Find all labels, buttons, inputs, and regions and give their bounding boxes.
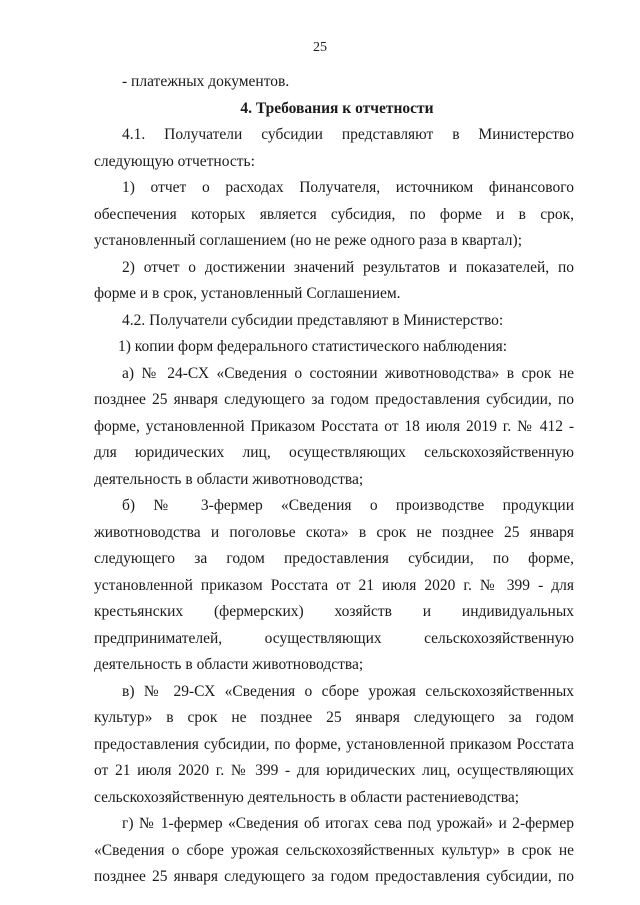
- paragraph-4-1-2: 2) отчет о достижении значений результатов и показателей, по форме и в срок, установленный Соглашением.: [94, 258, 574, 302]
- paragraph-intro: - платежных документов.: [122, 73, 290, 90]
- paragraph-item-g: г) № 1-фермер «Сведения об итогах сева под урожай» и 2-фермер «Сведения о сборе урожая сельскохозяйственных культур» в срок не позднее 25 января следующего за годом предоставления субсидии, по: [94, 815, 574, 885]
- paragraph-item-a: а) № 24-СХ «Сведения о состоянии животноводства» в срок не позднее 25 января следующего за годом предоставления субсидии, по форме, установленной Приказом Росстата от 18 июля 2019 г. № 412 - для юридических лиц, осуществляющих сельскохозяйственную деятельность в области животноводства;: [94, 364, 574, 488]
- paragraph-4-2-1: 1) копии форм федерального статистического наблюдения:: [118, 338, 508, 355]
- paragraph-item-b: б) № 3-фермер «Сведения о производстве продукции животноводства и поголовье скота» в срок не позднее 25 января следующего за годом предоставления субсидии, по форме, установленной приказом Росстата от 21 июля 2020 г. № 399 - для крестьянских (фермерских) хозяйств и индивидуальных предпринимателей, осуществляющих сельскохозяйственную деятельность в области животноводства;: [94, 497, 574, 673]
- paragraph-4-1-1: 1) отчет о расходах Получателя, источником финансового обеспечения которых является субсидия, по форме и в срок, установленный соглашением (но не реже одного раза в квартал);: [94, 179, 574, 249]
- paragraph-4-2: 4.2. Получатели субсидии представляют в Министерство:: [122, 311, 504, 329]
- section-heading: 4. Требования к отчетности: [240, 99, 434, 117]
- document-body: [94, 69, 574, 891]
- page-number: 25: [313, 40, 327, 55]
- paragraph-4-1: 4.1. Получатели субсидии представляют в Министерство следующую отчетность:: [94, 126, 574, 170]
- paragraph-item-v: в) № 29-СХ «Сведения о сборе урожая сельскохозяйственных культур» в срок не позднее 25 января следующего за годом предоставления субсидии, по форме, установленной приказом Росстата от 21 июля 2020 г. № 399 - для юридических лиц, осуществляющих сельскохозяйственную деятельность в области растениеводства;: [94, 682, 574, 806]
